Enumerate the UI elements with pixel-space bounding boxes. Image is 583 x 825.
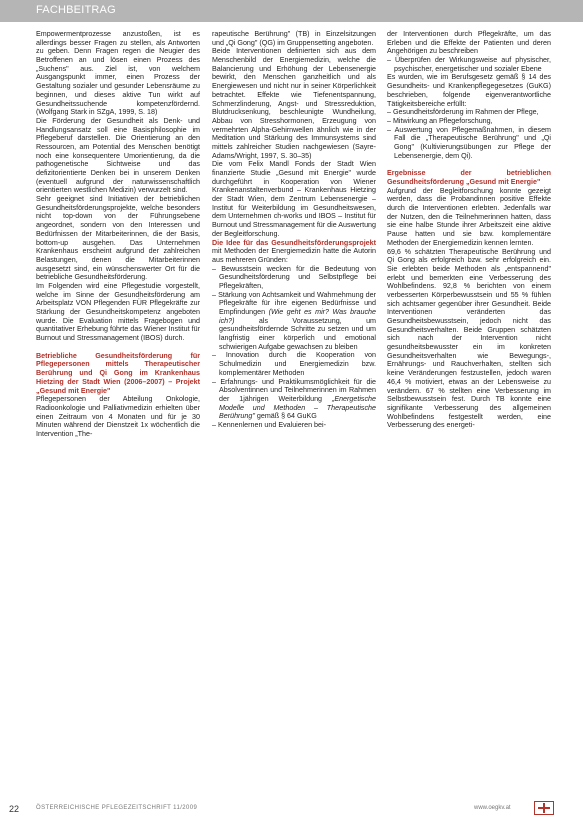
- list-item-italic: (Wie geht es mir? Was brauche ich?): [219, 308, 376, 325]
- page-footer: [0, 800, 583, 822]
- list-item-italic: „Energetische Modelle und Methoden – Therapeutische Berührung": [219, 394, 376, 421]
- list-item-text: Stärkung von Achtsamkeit und Wahrnehmung der Pflegekräfte für ihre eigenen Bedürfnisse und Empfindungen: [218, 290, 376, 316]
- list-item-text: Erfahrungs- und Praktikumsmöglichkeit für die Absolventinnen und Teilnehmerinnen im Rahmen der 1jährigen Weiterbildung: [219, 377, 376, 403]
- paragraph: Empowermentprozesse anzustoßen, ist es allerdings besser Fragen zu stellen, als Antworten zu geben. Denn Fragen regen die Neugier des Betroffenen an und lösen einen Prozess des „Suchens" aus. Ziel ist, von welchem Ausgangspunkt immer, einen Prozess der Gestaltung sozialer und gesunder Lebensräume zu beginnen, und dieses aktive Tun wirkt auf Gesundheitssuchende kompetenzfördernd. (Wolfgang Stark in SZgA, 1999, S. 18): [36, 30, 200, 117]
- paragraph: [212, 239, 376, 265]
- list-item: – Kennenlernen und Evaluieren bei-: [212, 420, 326, 429]
- list-item: – Überprüfen der Wirkungsweise auf physischer, psychischer, energetischer und sozialer Ebene: [387, 56, 551, 73]
- paragraph: Aufgrund der Begleitforschung konnte gezeigt werden, dass die Probandinnen positive Effekte durch die Interventionen erlebten. Jedenfalls war der Nutzen, den die Teilnehmerinnen hatten, dass sie eine halbe Stunde ihrer Arbeitszeit eine aktive Pause hatten und sie bzw. komplementäre Methoden der Energiemedizin kennen lernten.: [387, 186, 551, 247]
- list-item-text: Kennenlernen und Evaluieren bei-: [217, 420, 326, 429]
- list-item: – Innovation durch die Kooperation von Schulmedizin und Energiemedizin bzw. komplementärer Methoden: [212, 351, 376, 377]
- list-item-text: Gesundheitsförderung im Rahmen der Pflege,: [392, 108, 539, 117]
- list-item-text: gemäß § 64 GuKG: [254, 412, 317, 421]
- column-2: [212, 30, 376, 430]
- paragraph: 69,6 % schätzten Therapeutische Berührung und Qi Gong als erfolgreich bzw. sehr erfolgreich ein. Sie erlebten beide Methoden als „entspannend" erlebt und bemerkten eine Verbesserung des Wohlbefindens. 92,8 % berichten von einem verbesserten Körperbewusstsein und 55 % fühlen sich achtsamer gegenüber ihrer Gesundheit. Beide Interventionen veränderten das Gesundheitsbewusstsein, jedoch nicht das Gesundheitsverhalten. Beide Gruppen schätzten sich nach der Intervention nicht gesundheitsbewusster ein im konkreten Gesundheitsverhalten wie Bewegungs-, Ernährungs- und Rauchverhalten, stellten sich keine Veränderungen festzustellen, jedoch waren 46,4 % motiviert, etwas an der Lebensweise zu verändern. 67 % stellten eine Verbesserung im Selbstbewusstsein fest. Durch TB konnte eine signifikante Verbesserung des allgemeinen Wohlbefindens festgestellt werden, eine Verbesserung des energeti-: [387, 247, 551, 430]
- section-heading: Ergebnisse der betrieblichen Gesundheitsförderung „Gesund mit Energie": [387, 169, 551, 186]
- inline-heading: Die Idee für das Gesundheitsförderungsprojekt: [212, 238, 376, 247]
- paragraph: Die vom Felix Mandl Fonds der Stadt Wien finanzierte Studie „Gesund mit Energie" wurde durchgeführt in Kooperation von Wiener Krankenanstaltenverbund – Krankenhaus Hietzing der Stadt Wien, dem Zentrum Lebensenergie – Institut für Weiterbildung im Gesundheitswesen, dem Unternehmen ch-works und IBOS – Institut für Burnout und Stressmanagement für die Auswertung der Begleitforschung.: [212, 160, 376, 238]
- section-label: FACHBEITRAG: [36, 4, 116, 16]
- header-bar: [0, 0, 583, 22]
- paragraph: Pflegepersonen der Abteilung Onkologie, Radioonkologie und Palliativmedizin erhielten über einen Zeitraum von 4 Monaten und für je 30 Minuten während der Dienstzeit 1x wöchentlich die Intervention „The-: [36, 395, 200, 438]
- list-item-text: als Voraussetzung, um gesundheitsfördernde Schritte zu setzen und um langfristig einer körperlich und emotional schwierigen Aufgabe gewachsen zu bleiben: [219, 316, 376, 351]
- column-3: [387, 30, 551, 430]
- list-item-text: Auswertung von Pflegemaßnahmen, in diesem Fall die „Therapeutische Berührung" und „Qi Gong" (Kultivierungsübungen zur Pflege der Lebensenergie, dem Qi).: [394, 125, 551, 160]
- cross-logo-icon: [534, 801, 554, 815]
- list-item: – Auswertung von Pflegemaßnahmen, in diesem Fall die „Therapeutische Berührung" und „Qi Gong" (Kultivierungsübungen zur Pflege der Lebensenergie, dem Qi).: [387, 125, 551, 160]
- paragraph: Sehr geeignet sind Initiativen der betrieblichen Gesundheitsförderungsprojekte, welche besonders nicht top-down von der Führungsebene angeordnet, sondern von den Interessen und Bedürfnissen der Mitarbeiterinnen, die der Basis, bottom-up ausgehen. Das Unternehmen Krankenhaus erscheint aufgrund der zahlreichen Belastungen, denen die Mitarbeiterinnen ausgesetzt sind, ein wünschenswerter Ort für die betriebliche Gesundheitsförderung.: [36, 195, 200, 282]
- list-item: – Bewusstsein wecken für die Bedeutung von Gesundheitsförderung und Selbstpflege bei Pflegekräften,: [212, 264, 376, 290]
- paragraph: Es wurden, wie im Berufsgesetz gemäß § 14 des Gesundheits- und Krankenpflegegesetzes (GuKG) beschrieben, folgende eigenverantwortliche Tätigkeitsbereiche erfüllt:: [387, 73, 551, 108]
- list-item: – Erfahrungs- und Praktikumsmöglichkeit für die Absolventinnen und Teilnehmerinnen im Rahmen der 1jährigen Weiterbildung „Energetische Modelle und Methoden – Therapeutische Berührung" gemäß § 64 GuKG: [212, 377, 376, 421]
- paragraph: rapeutische Berührung" (TB) in Einzelsitzungen und „Qi Gong" (QG) im Gruppensetting angeboten.: [212, 30, 376, 47]
- footer-url[interactable]: www.oegkv.at: [474, 805, 511, 811]
- paragraph: Die Förderung der Gesundheit als Denk- und Handlungsansatz soll eine Basisphilosophie im Pflegeberuf darstellen. Die Orientierung an den Ressourcen, am Potential des Menschen benötigt noch eine konsequentere Umorientierung, da die pathogenetische Sichtweise und das defizitorientierte Denken bei in unserem Denken (eventuell aufgrund der naturwissenschaftlich orientierten westlichen Medizin) verwurzelt sind.: [36, 116, 200, 195]
- list-item-text: Bewusstsein wecken für die Bedeutung von Gesundheitsförderung und Selbstpflege bei Pflegekräften,: [219, 264, 376, 290]
- list-item: – Gesundheitsförderung im Rahmen der Pflege,: [387, 108, 539, 117]
- section-heading: Betriebliche Gesundheitsförderung für Pflegepersonen mittels Therapeutischer Berührung und Qi Gong im Krankenhaus Hietzing der Stadt Wien (2006–2007) – Projekt „Gesund mit Energie": [36, 351, 200, 395]
- paragraph: Beide Interventionen definierten sich aus dem Menschenbild der Energiemedizin, welche die Balancierung und Erhöhung der Lebensenergie bewirkt, den Menschen ganzheitlich und als Energiewesen und nicht nur in seiner Körperlichkeit betrachtet. Effekte wie Tiefenentspannung, Schmerzlinderung, Angst- und Stressreduktion, Blutdrucksenkung, beschleunigte Wundheilung, Abbau von Stresshormonen, Erzeugung von vermehrten Alpha-Gehirnwellen ähnlich wie in der Meditation und Stärkung des Immunsystems sind mittels zahlreicher Studien nachgewiesen (Sayre-Adams/Wright, 1997, S. 30–35): [212, 47, 376, 160]
- page-number: 22: [9, 804, 20, 814]
- paragraph-text: mit Methoden der Energiemedizin hatte die Autorin aus mehreren Gründen:: [212, 247, 376, 264]
- list-item: – Mitwirkung an Pflegeforschung,: [387, 116, 493, 125]
- paragraph: der Interventionen durch Pflegekräfte, um das Erleben und die Effekte der Patienten und deren Angehörigen zu beschreiben: [387, 30, 551, 56]
- list-item-text: Innovation durch die Kooperation von Schulmedizin und Energiemedizin bzw. komplementärer Methoden: [219, 351, 376, 377]
- paragraph: Im Folgenden wird eine Pflegestudie vorgestellt, welche im Sinne der Gesundheitsförderung am Arbeitsplatz VON Pflegenden FÜR Pflegekräfte zur Stärkung der Gesundheitskompetenz angeboten wurde. Die Evaluation mittels Fragebogen und quantitativer Erhebung führte das Wiener Institut für Burnout und Stressmanagement (IBOS) durch.: [36, 281, 200, 343]
- list-item-text: Überprüfen der Wirkungsweise auf physischer, psychischer, energetischer und sozialer Ebene: [394, 56, 551, 73]
- list-item: – Stärkung von Achtsamkeit und Wahrnehmung der Pflegekräfte für ihre eigenen Bedürfnisse und Empfindungen (Wie geht es mir? Was brauche ich?) als Voraussetzung, um gesundheitsfördernde Schritte zu setzen und um langfristig einer körperlich und emotional schwierigen Aufgabe gewachsen zu bleiben: [212, 290, 376, 351]
- publication-name: ÖSTERREICHISCHE PFLEGEZEITSCHRIFT 11/2009: [36, 805, 198, 811]
- column-1: [36, 30, 200, 439]
- list-item-text: Mitwirkung an Pflegeforschung,: [392, 116, 493, 125]
